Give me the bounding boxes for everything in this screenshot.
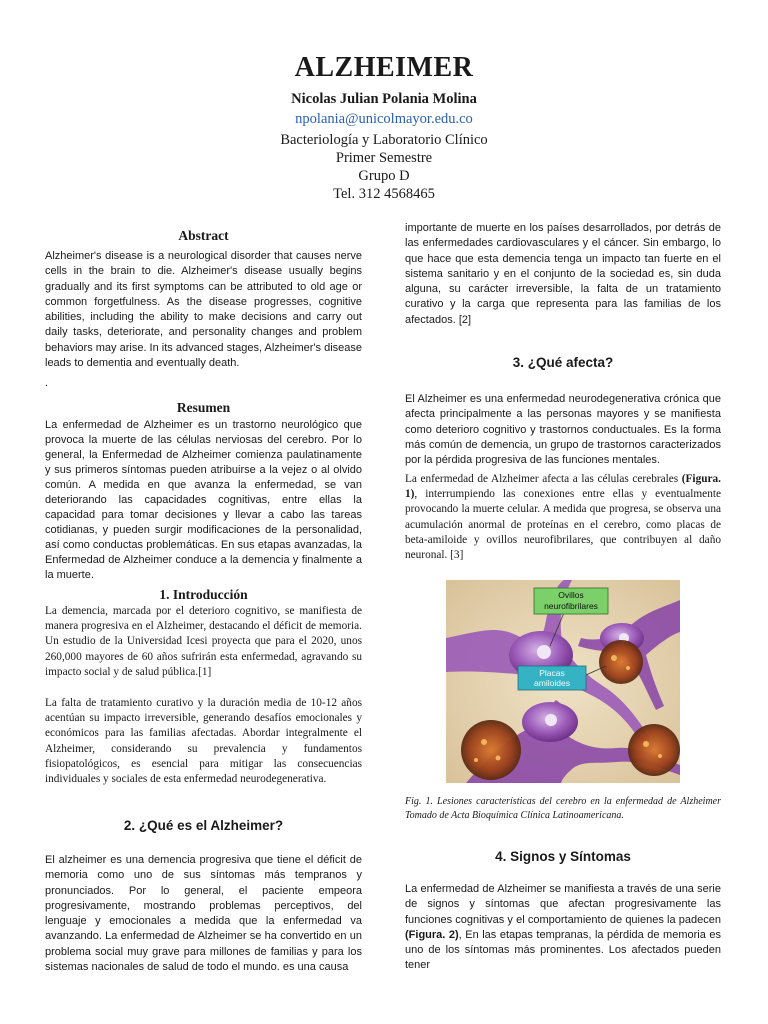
- section-3-heading: 3. ¿Qué afecta?: [512, 355, 614, 370]
- section-4-heading: 4. Signos y Síntomas: [495, 849, 631, 864]
- section-1-heading: 1. Introducción: [159, 587, 248, 602]
- resumen-text: La enfermedad de Alzheimer es un trastorno neurológico que provoca la muerte de las células nerviosas del cerebro. Por lo general, la Enfermedad de Alzheimer comienza paulatinamente y sus primeros síntomas pueden atribuirse a la vejez o al olvido común. A medida en que avanza la enfermedad, se van deteriorando las capacidades cognitivas, entre ellas la capacidad para tomar decisiones y llevar a cabo las tareas cotidianas, y pueden surgir modificaciones de la personalidad, así como conductas problemáticas. En sus etapas avanzadas, la Enfermedad de Alzheimer conduce a la demencia y finalmente a la muerte.: [45, 419, 362, 581]
- afecta-p2-text-b: , interrumpiendo las conexiones entre ellas y eventualmente provocando la muerte celular. A medida que progresa, se observa una acumulación anormal de proteínas en el cerebro, como placas de beta-amiloide y ovillos neurofibrilares, que contribuyen al daño neuronal. [3]: [405, 488, 721, 562]
- paper-title: ALZHEIMER: [294, 52, 474, 83]
- figure-2-reference: (Figura. 2): [405, 928, 459, 941]
- label-ovillos-line-2: neurofibrilares: [544, 601, 598, 611]
- afecta-p2-text-a: La enfermedad de Alzheimer afecta a las células cerebrales: [405, 473, 682, 485]
- group: Grupo D: [358, 168, 410, 184]
- intro-paragraph-1: La demencia, marcada por el deterioro cognitivo, se manifiesta de manera progresiva en el Alzheimer, destacando el déficit de memoria. Un estudio de la Universidad Icesi proyecta que para el 2020, unos 260,000 mayores de 60 años sufrirán esta enfermedad, agravando su impacto social y de salud pública.[1]: [45, 605, 362, 678]
- afecta-paragraph-2: [405, 472, 721, 563]
- author-name: Nicolas Julian Polania Molina: [291, 91, 477, 107]
- label-ovillos-line-1: Ovillos: [558, 590, 584, 600]
- abstract-heading: Abstract: [178, 228, 229, 243]
- affiliation: Bacteriología y Laboratorio Clínico: [280, 132, 488, 148]
- label-placas-line-2: amiloides: [534, 678, 570, 688]
- afecta-paragraph-1: El Alzheimer es una enfermedad neurodegenerativa crónica que afecta principalmente a las personas mayores y se manifiesta como deterioro cognitivo y trastornos conductuales. Es la forma más común de demencia, un grupo de trastornos caracterizados por la pérdida progresiva de las funciones mentales.: [405, 393, 721, 467]
- label-placas-line-1: Placas: [539, 668, 565, 678]
- signos-paragraph: [405, 882, 721, 974]
- intro-paragraph-2: La falta de tratamiento curativo y la duración media de 10-12 años acentúan su impacto irreversible, generando desafíos emocionales y económicos para las familias afectadas. Abordar integralmente el Alzheimer, considerando su prevalencia y fundamentos fisiopatológicos, es esencial para mitigar las consecuencias individuales y sociales de esta enfermedad neurodegenerativa.: [45, 697, 362, 786]
- figure-1-reference: (Figura. 1): [405, 473, 721, 501]
- neuron-illustration: [446, 580, 680, 783]
- abstract-text: Alzheimer's disease is a neurological disorder that causes nerve cells in the brain to die. Alzheimer's disease usually begins gradually and its first symptoms can be attributed to old age or common forgetfulness. As the disease progresses, cognitive abilities, including the ability to make decisions and carry out daily tasks, deteriorate, and personality changes and problem behaviors may arise. In its advanced stages, Alzheimer's disease leads to dementia and eventually death.: [45, 250, 362, 370]
- figure-1-image: [446, 580, 680, 783]
- signos-text-b: , En las etapas tempranas, la pérdida de memoria es uno de los síntomas más prominentes. Los afectados pueden tener: [405, 928, 722, 972]
- que-es-paragraph: El alzheimer es una demencia progresiva que tiene el déficit de memoria como uno de sus síntomas más tempranos y pronunciados. Por lo general, el paciente empeora progresivamente, mostrando problemas perceptivos, del lenguaje y emocionales a medida que la enfermedad va avanzando. La enfermedad de Alzheimer se ha convertido en un problema social muy grave para millones de familias y para los sistemas nacionales de salud de todo el mundo. es una causa: [45, 854, 362, 974]
- section-2-heading: 2. ¿Qué es el Alzheimer?: [123, 818, 284, 833]
- semester: Primer Semestre: [335, 150, 433, 166]
- figure-1-caption: Fig. 1. Lesiones características del cerebro en la enfermedad de Alzheimer Tomado de Acta Bioquímica Clínica Latinoamericana.: [405, 796, 721, 821]
- phone: Tel. 312 4568465: [333, 186, 435, 202]
- author-email-link[interactable]: npolania@unicolmayor.edu.co: [295, 111, 473, 127]
- resumen-heading: Resumen: [176, 400, 231, 415]
- signos-text-a: La enfermedad de Alzheimer se manifiesta a través de una serie de signos y síntomas que afectan progresivamente las funciones cognitivas y el comportamiento de quienes la padecen: [405, 883, 721, 926]
- que-es-paragraph-continued: importante de muerte en los países desarrollados, por detrás de las enfermedades cardiovasculares y el cáncer. Sin embargo, lo que hace que esta demencia tenga un impacto tan fuerte en el sistema sanitario y en el conjunto de la sociedad es, sin duda alguna, su carácter irreversible, la falta de un tratamiento curativo y la carga que representa para las familias de los afectados. [2]: [405, 222, 721, 326]
- stray-dot: .: [45, 377, 48, 389]
